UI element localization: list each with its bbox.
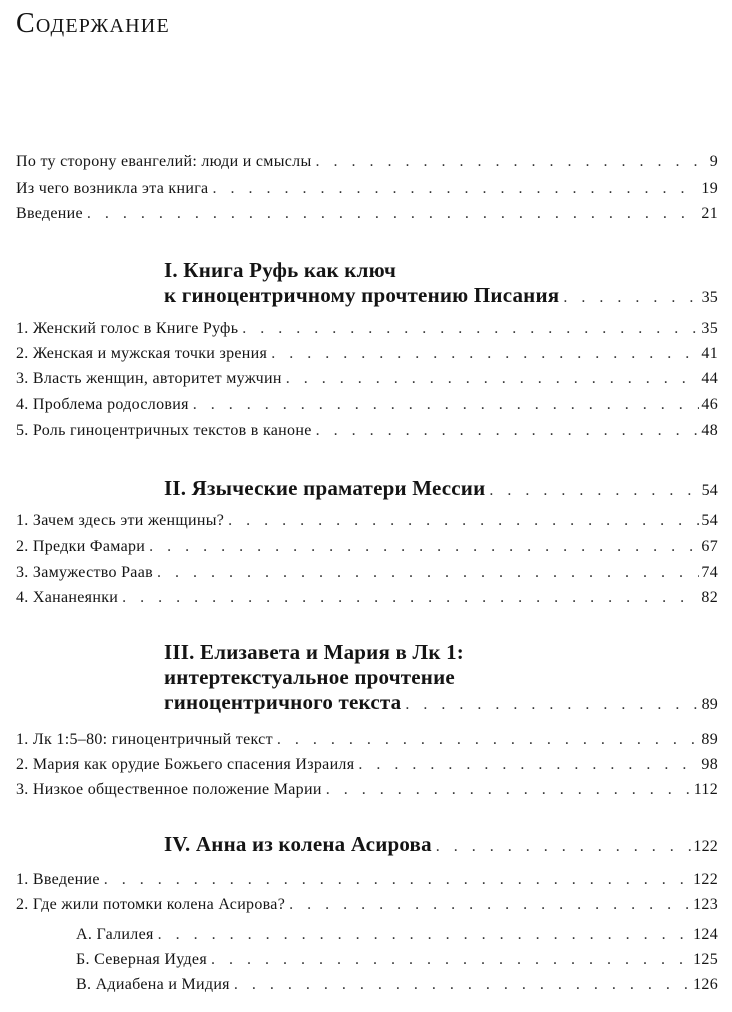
- toc-page-number: 44: [701, 370, 718, 387]
- toc-entry-label: 4. Проблема родословия: [16, 396, 189, 413]
- chapter-heading-line: III. Елизавета и Мария в Лк 1:: [164, 640, 464, 664]
- toc-entry-label: Из чего возникла эта книга: [16, 180, 209, 197]
- toc-entry[interactable]: [16, 538, 718, 562]
- toc-entry[interactable]: [16, 422, 718, 446]
- toc-subentry[interactable]: [76, 976, 718, 1000]
- toc-entry-label: 3. Замужество Раав: [16, 564, 153, 581]
- toc-entry-label: 3. Власть женщин, авторитет мужчин: [16, 370, 282, 387]
- dot-leader: [83, 205, 699, 223]
- chapter-heading-line: I. Книга Руфь как ключ: [164, 258, 397, 282]
- toc-page-number: 54: [701, 512, 718, 529]
- toc-entry-label: 5. Роль гиноцентричных текстов в каноне: [16, 422, 312, 439]
- toc-entry-label: 2. Где жили потомки колена Асирова?: [16, 896, 286, 913]
- dot-leader: [312, 422, 700, 440]
- toc-page-number: 125: [693, 951, 718, 968]
- dot-leader: [322, 781, 692, 799]
- dot-leader: [273, 731, 700, 749]
- toc-entry[interactable]: [16, 564, 718, 588]
- dot-leader: [485, 478, 699, 503]
- toc-entry-label: 1. Зачем здесь эти женщины?: [16, 512, 225, 529]
- toc-entry[interactable]: [16, 731, 718, 755]
- toc-page-number: 9: [709, 153, 718, 170]
- toc-entry[interactable]: [16, 370, 718, 394]
- chapter-heading[interactable]: [164, 640, 718, 717]
- toc-entry[interactable]: [16, 589, 718, 613]
- toc-page-number: 122: [693, 871, 718, 888]
- dot-leader: [118, 589, 699, 607]
- toc-subentry[interactable]: [76, 926, 718, 950]
- dot-leader: [154, 926, 691, 944]
- dot-leader: [230, 976, 691, 994]
- dot-leader: [153, 564, 699, 582]
- toc-page-number: 41: [701, 345, 718, 362]
- toc-page-number: 112: [693, 781, 718, 798]
- toc-page-number: 54: [701, 482, 718, 499]
- dot-leader: [189, 396, 700, 414]
- dot-leader: [208, 180, 699, 198]
- dot-leader: [145, 538, 699, 556]
- toc-page-number: 35: [701, 289, 718, 306]
- toc-page-number: 67: [701, 538, 718, 555]
- dot-leader: [100, 871, 691, 889]
- chapter-heading[interactable]: [164, 476, 718, 503]
- chapter-heading-line: II. Языческие праматери Мессии: [164, 476, 486, 500]
- dot-leader: [401, 692, 699, 717]
- toc-entry-label: 1. Лк 1:5–80: гиноцентричный текст: [16, 731, 273, 748]
- toc-page-number: 123: [693, 896, 718, 913]
- toc-page-number: 82: [701, 589, 718, 606]
- dot-leader: [285, 896, 691, 914]
- page-title: Содержание: [16, 8, 170, 39]
- dot-leader: [312, 153, 708, 171]
- toc-page-number: 126: [693, 976, 718, 993]
- toc-entry[interactable]: [16, 781, 718, 805]
- toc-entry[interactable]: [16, 396, 718, 420]
- toc-page-number: 98: [701, 756, 718, 773]
- toc-entry-label: Введение: [16, 205, 83, 222]
- toc-page-number: 89: [701, 731, 718, 748]
- chapter-heading-line: к гиноцентричному прочтению Писания: [164, 283, 560, 307]
- toc-entry-label: 2. Мария как орудие Божьего спасения Израиля: [16, 756, 355, 773]
- toc-entry[interactable]: [16, 153, 718, 177]
- chapter-heading[interactable]: [164, 832, 718, 859]
- toc-entry-label: A. Галилея: [76, 926, 154, 943]
- toc-entry[interactable]: [16, 756, 718, 780]
- toc-page-number: 21: [701, 205, 718, 222]
- toc-entry[interactable]: [16, 896, 718, 920]
- toc-page-number: 46: [701, 396, 718, 413]
- toc-page-number: 35: [701, 320, 718, 337]
- dot-leader: [207, 951, 691, 969]
- dot-leader: [432, 834, 692, 859]
- toc-entry[interactable]: [16, 871, 718, 895]
- chapter-heading-line: гиноцентричного текста: [164, 690, 402, 714]
- chapter-heading[interactable]: [164, 258, 718, 310]
- chapter-heading-line: IV. Анна из колена Асирова: [164, 832, 432, 856]
- toc-entry[interactable]: [16, 180, 718, 204]
- toc-entry-label: 2. Предки Фамари: [16, 538, 146, 555]
- dot-leader: [224, 512, 699, 530]
- toc-entry-label: По ту сторону евангелий: люди и смыслы: [16, 153, 312, 170]
- toc-entry-label: 3. Низкое общественное положение Марии: [16, 781, 322, 798]
- chapter-heading-line: интертекстуальное прочтение: [164, 665, 455, 689]
- toc-entry-label: 4. Хананеянки: [16, 589, 119, 606]
- toc-entry[interactable]: [16, 320, 718, 344]
- toc-subentry[interactable]: [76, 951, 718, 975]
- toc-page-number: 89: [701, 696, 718, 713]
- toc-page-number: 122: [693, 838, 718, 855]
- toc-page-number: 74: [701, 564, 718, 581]
- dot-leader: [238, 320, 699, 338]
- toc-page-number: 48: [701, 422, 718, 439]
- dot-leader: [354, 756, 699, 774]
- toc-entry-label: Б. Северная Иудея: [76, 951, 207, 968]
- dot-leader: [267, 345, 699, 363]
- toc-entry-label: 1. Женский голос в Книге Руфь: [16, 320, 239, 337]
- toc-entry-label: B. Адиабена и Мидия: [76, 976, 230, 993]
- toc-page-number: 19: [701, 180, 718, 197]
- toc-entry[interactable]: [16, 345, 718, 369]
- toc-entry-label: 1. Введение: [16, 871, 100, 888]
- toc-entry-label: 2. Женская и мужская точки зрения: [16, 345, 268, 362]
- toc-entry[interactable]: [16, 512, 718, 536]
- toc-entry[interactable]: [16, 205, 718, 229]
- dot-leader: [282, 370, 700, 388]
- toc-page-number: 124: [693, 926, 718, 943]
- dot-leader: [559, 285, 699, 310]
